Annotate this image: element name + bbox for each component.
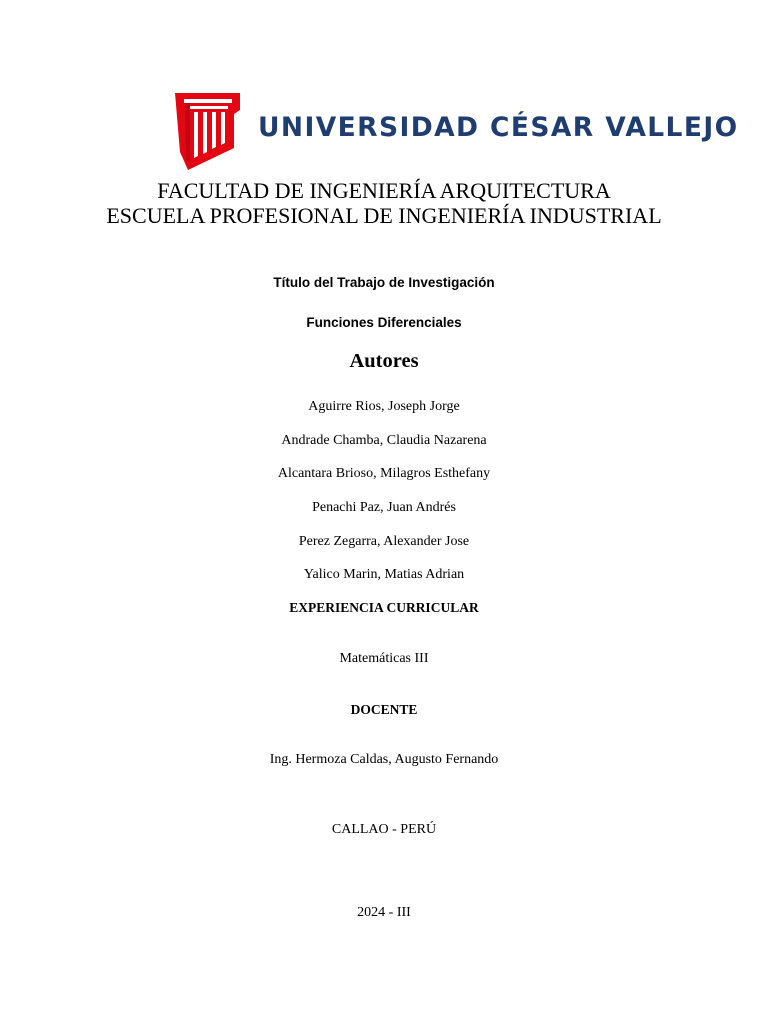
location: CALLAO - PERÚ <box>331 822 437 837</box>
university-logo <box>174 90 739 172</box>
teacher-heading: DOCENTE <box>350 702 418 717</box>
course-heading: EXPERIENCIA CURRICULAR <box>289 600 479 615</box>
school-line: ESCUELA PROFESIONAL DE INGENIERÍA INDUSTRIAL <box>106 203 662 228</box>
university-name: UNIVERSIDAD CÉSAR VALLEJO <box>258 112 739 143</box>
author-name: Penachi Paz, Juan Andrés <box>312 500 456 515</box>
course-name: Matemáticas III <box>339 651 429 666</box>
author-name: Yalico Marin, Matias Adrian <box>303 567 465 582</box>
work-label: Título del Trabajo de Investigación <box>273 275 495 290</box>
faculty-heading <box>0 178 768 228</box>
author-name: Andrade Chamba, Claudia Nazarena <box>281 433 487 448</box>
ucv-shield-icon <box>174 90 242 172</box>
faculty-line: FACULTAD DE INGENIERÍA ARQUITECTURA <box>157 178 611 203</box>
teacher-name: Ing. Hermoza Caldas, Augusto Fernando <box>269 752 499 767</box>
authors-heading: Autores <box>349 350 419 372</box>
author-name: Perez Zegarra, Alexander Jose <box>298 534 470 549</box>
work-title: Funciones Diferenciales <box>306 315 462 330</box>
author-name: Alcantara Brioso, Milagros Esthefany <box>277 466 491 481</box>
author-name: Aguirre Rios, Joseph Jorge <box>308 399 460 414</box>
academic-period: 2024 - III <box>357 905 411 920</box>
